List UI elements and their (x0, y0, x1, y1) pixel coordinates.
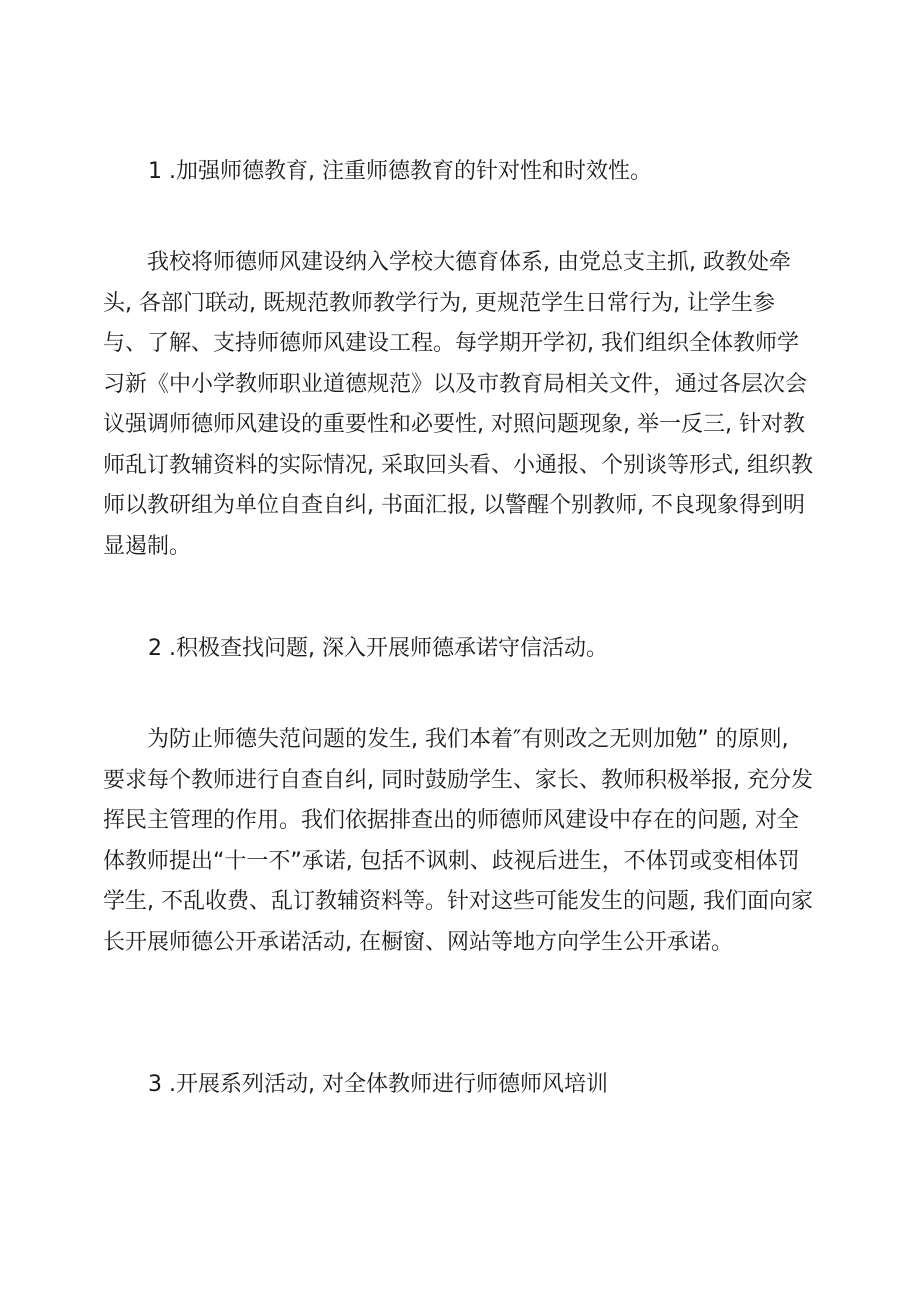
section-2-heading: 2 .积极查找问题, 深入开展师德承诺守信活动。 (148, 636, 608, 661)
section-1-heading: 1 .加强师德教育, 注重师德教育的针对性和时效性。 (148, 159, 652, 184)
section-1-paragraph: 我校将师德师风建设纳入学校大德育体系, 由党总支主抓, 政教处牵头, 各部门联动, 既规范教师教学行为, 更规范学生日常行为, 让学生参与、了解、支持师德师风建设工程。每学期开学初, 我们组织全体教师学习新《中小学教师职业道德规范》以及市教育局相关文件，通过各层次会议强调师德师风建设的重要性和必要性, 对照问题现象, 举一反三, 针对教师乱订教辅资料的实际情况, 采取回头看、小通报、个别谈等形式, 组织教师以教研组为单位自查自纠, 书面汇报, 以警醒个别教师, 不良现象得到明显遏制。 (103, 250, 813, 559)
section-3-heading: 3 .开展系列活动, 对全体教师进行师德师风培训 (148, 1072, 608, 1097)
section-2-paragraph: 为防止师德失范问题的发生, 我们本着″有则改之无则加勉” 的原则, 要求每个教师进行自查自纠, 同时鼓励学生、家长、教师积极举报, 充分发挥民主管理的作用。我们依据排查出的师德师风建设中存在的问题, 对全体教师提出“十一不”承诺, 包括不讽刺、歧视后进生，不体罚或变相体罚学生, 不乱收费、乱订教辅资料等。针对这些可能发生的问题, 我们面向家长开展师德公开承诺活动, 在橱窗、网站等地方向学生公开承诺。 (103, 727, 813, 955)
